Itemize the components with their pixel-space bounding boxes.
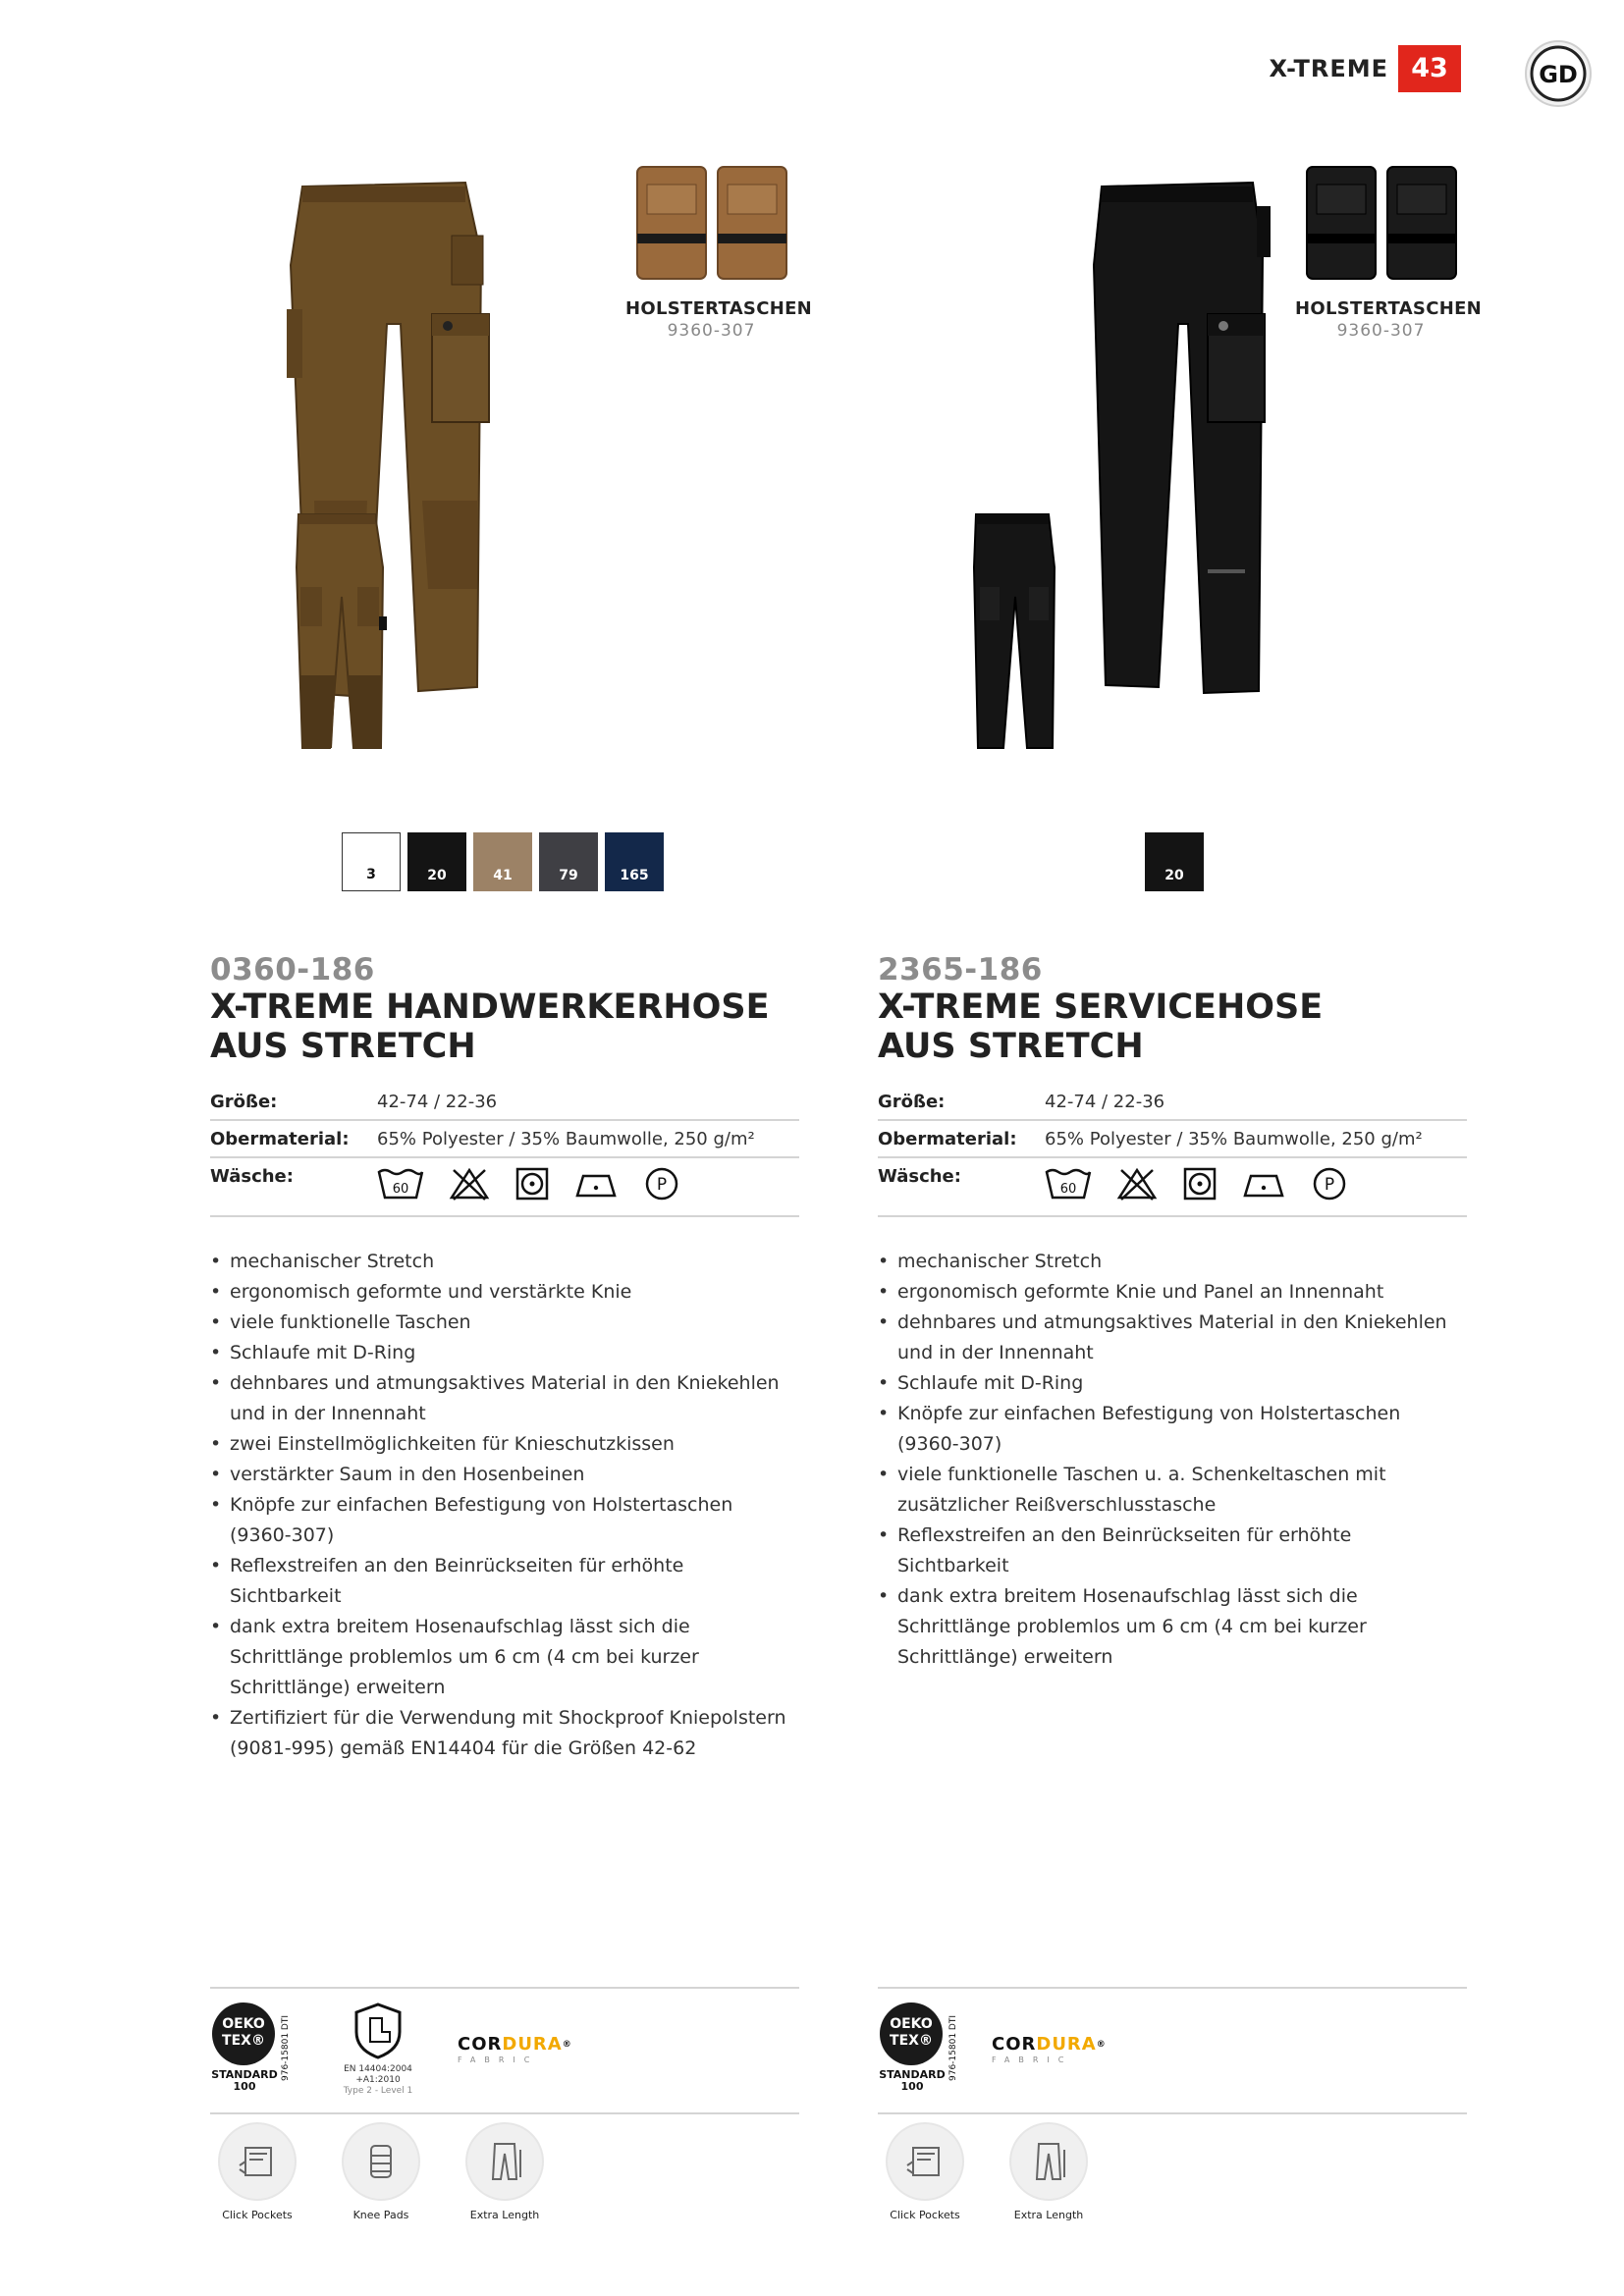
color-swatch[interactable]: 20 — [407, 832, 466, 891]
certifications — [878, 2002, 1107, 2097]
oeko-tex-logo: OEKO TEX® STANDARD 100 976-15801 DTI — [878, 2002, 966, 2097]
click-pockets-icon — [903, 2140, 947, 2183]
feature-item: • dank extra breitem Hosenaufschlag lässt sich die Schrittlänge problemlos um 6 cm (4 cm bei kurzer Schrittlänge) erweitern — [878, 1581, 1467, 1673]
feature-icon-knee-pads: Knee Pads — [344, 2124, 418, 2221]
feature-item: • Zertifiziert für die Verwendung mit Shockproof Kniepolstern (9081-995) gemäß EN14404 für die Größen 42-62 — [210, 1703, 799, 1764]
color-swatches — [342, 832, 664, 891]
feature-item: • mechanischer Stretch — [878, 1247, 1467, 1277]
feature-icon-extra-length: Extra Length — [1011, 2124, 1086, 2221]
spec-row-size: Größe: 42-74 / 22-36 — [878, 1084, 1467, 1121]
logo-text: GD — [1539, 61, 1578, 88]
cordura-logo: CORDURA® FABRIC — [992, 2034, 1107, 2064]
iron-icon — [1241, 1166, 1288, 1201]
product-title-line: X-TREME HANDWERKERHOSE — [210, 988, 770, 1027]
holster-block — [1295, 165, 1483, 341]
svg-text:P: P — [656, 1175, 668, 1195]
holster-image — [625, 165, 797, 281]
feature-list — [878, 1247, 1467, 1673]
feature-item: • ergonomisch geformte und verstärkte Knie — [210, 1277, 799, 1308]
article-number: 0360-186 — [210, 952, 375, 988]
svg-text:60: 60 — [1059, 1182, 1077, 1197]
divider — [878, 1987, 1467, 1989]
pants-back-image — [970, 508, 1058, 754]
feature-item: • mechanischer Stretch — [210, 1247, 799, 1277]
wash-60-icon — [377, 1166, 424, 1201]
feature-icons — [888, 2124, 1086, 2221]
svg-text:P: P — [1324, 1175, 1335, 1195]
feature-icon-extra-length: Extra Length — [467, 2124, 542, 2221]
brand-logo — [1524, 39, 1593, 108]
en14404-cert: EN 14404:2004 +A1:2010 Type 2 - Level 1 — [324, 2002, 432, 2097]
color-swatch[interactable]: 165 — [605, 832, 664, 891]
feature-item: • Schlaufe mit D-Ring — [878, 1368, 1467, 1399]
spec-row-wash: Wäsche: 60 P — [210, 1158, 799, 1217]
color-swatch[interactable]: 79 — [539, 832, 598, 891]
spec-row-material: Obermaterial: 65% Polyester / 35% Baumwolle, 250 g/m² — [878, 1121, 1467, 1158]
holster-number: 9360-307 — [667, 321, 756, 341]
wash-60-icon — [1045, 1166, 1092, 1201]
dry-clean-p-icon — [1312, 1166, 1347, 1201]
feature-item: • Reflexstreifen an den Beinrückseiten für erhöhte Sichtbarkeit — [878, 1521, 1467, 1581]
color-swatch[interactable]: 3 — [342, 832, 401, 891]
page-number: 43 — [1398, 45, 1461, 92]
feature-item: • dehnbares und atmungsaktives Material in den Kniekehlen und in der Innennaht — [878, 1308, 1467, 1368]
feature-icons — [220, 2124, 542, 2221]
divider — [878, 2112, 1467, 2114]
iron-icon — [573, 1166, 621, 1201]
shield-icon — [352, 2002, 404, 2059]
feature-list — [210, 1247, 799, 1764]
feature-item: • viele funktionelle Taschen — [210, 1308, 799, 1338]
feature-item: • dehnbares und atmungsaktives Material in den Kniekehlen und in der Innennaht — [210, 1368, 799, 1429]
spec-table — [878, 1084, 1467, 1217]
care-symbols — [1045, 1166, 1347, 1201]
product-title-line: AUS STRETCH — [878, 1027, 1144, 1066]
feature-item: • viele funktionelle Taschen u. a. Schenkeltaschen mit zusätzlicher Reißverschlusstasche — [878, 1460, 1467, 1521]
no-bleach-icon — [1115, 1166, 1159, 1201]
dry-clean-p-icon — [644, 1166, 679, 1201]
divider — [210, 2112, 799, 2114]
holster-label: HOLSTERTASCHEN — [1295, 298, 1483, 319]
holster-image — [1295, 165, 1467, 281]
spec-row-material: Obermaterial: 65% Polyester / 35% Baumwolle, 250 g/m² — [210, 1121, 799, 1158]
feature-item: • Schlaufe mit D-Ring — [210, 1338, 799, 1368]
oeko-tex-logo: OEKO TEX® STANDARD 100 976-15801 DTI — [210, 2002, 298, 2097]
feature-icon-click-pockets: Click Pockets — [888, 2124, 962, 2221]
article-number: 2365-186 — [878, 952, 1043, 988]
care-symbols — [377, 1166, 679, 1201]
holster-block — [625, 165, 813, 341]
feature-item: • Knöpfe zur einfachen Befestigung von Holstertaschen (9360-307) — [878, 1399, 1467, 1460]
product-title — [210, 988, 799, 1066]
divider — [210, 1987, 799, 1989]
color-swatches — [1145, 832, 1204, 891]
pants-front-image — [1090, 177, 1286, 707]
product-title-line: AUS STRETCH — [210, 1027, 476, 1066]
spec-table — [210, 1084, 799, 1217]
feature-icon-click-pockets: Click Pockets — [220, 2124, 295, 2221]
spec-row-size: Größe: 42-74 / 22-36 — [210, 1084, 799, 1121]
click-pockets-icon — [236, 2140, 279, 2183]
cordura-logo: CORDURA® FABRIC — [458, 2034, 572, 2064]
holster-label: HOLSTERTASCHEN — [625, 298, 813, 319]
product-title-line: X-TREME SERVICEHOSE — [878, 988, 1324, 1027]
extra-length-icon — [1027, 2140, 1070, 2183]
holster-number: 9360-307 — [1336, 321, 1426, 341]
product-left — [208, 0, 813, 2296]
color-swatch[interactable]: 41 — [473, 832, 532, 891]
knee-pads-icon — [359, 2140, 403, 2183]
spec-row-wash: Wäsche: 60 P — [878, 1158, 1467, 1217]
certifications — [210, 2002, 572, 2097]
extra-length-icon — [483, 2140, 526, 2183]
tumble-dry-icon — [1182, 1166, 1218, 1201]
product-title — [878, 988, 1467, 1066]
feature-item: • Reflexstreifen an den Beinrückseiten für erhöhte Sichtbarkeit — [210, 1551, 799, 1612]
feature-item: • dank extra breitem Hosenaufschlag lässt sich die Schrittlänge problemlos um 6 cm (4 cm bei kurzer Schrittlänge) erweitern — [210, 1612, 799, 1703]
color-swatch[interactable]: 20 — [1145, 832, 1204, 891]
tumble-dry-icon — [514, 1166, 550, 1201]
product-right — [878, 0, 1483, 2296]
svg-text:60: 60 — [392, 1182, 409, 1197]
feature-item: • verstärkter Saum in den Hosenbeinen — [210, 1460, 799, 1490]
section-title: X-TREME — [1269, 55, 1388, 82]
no-bleach-icon — [448, 1166, 491, 1201]
feature-item: • ergonomisch geformte Knie und Panel an Innennaht — [878, 1277, 1467, 1308]
feature-item: • Knöpfe zur einfachen Befestigung von Holstertaschen (9360-307) — [210, 1490, 799, 1551]
feature-item: • zwei Einstellmöglichkeiten für Knieschutzkissen — [210, 1429, 799, 1460]
pants-back-image — [293, 508, 391, 754]
